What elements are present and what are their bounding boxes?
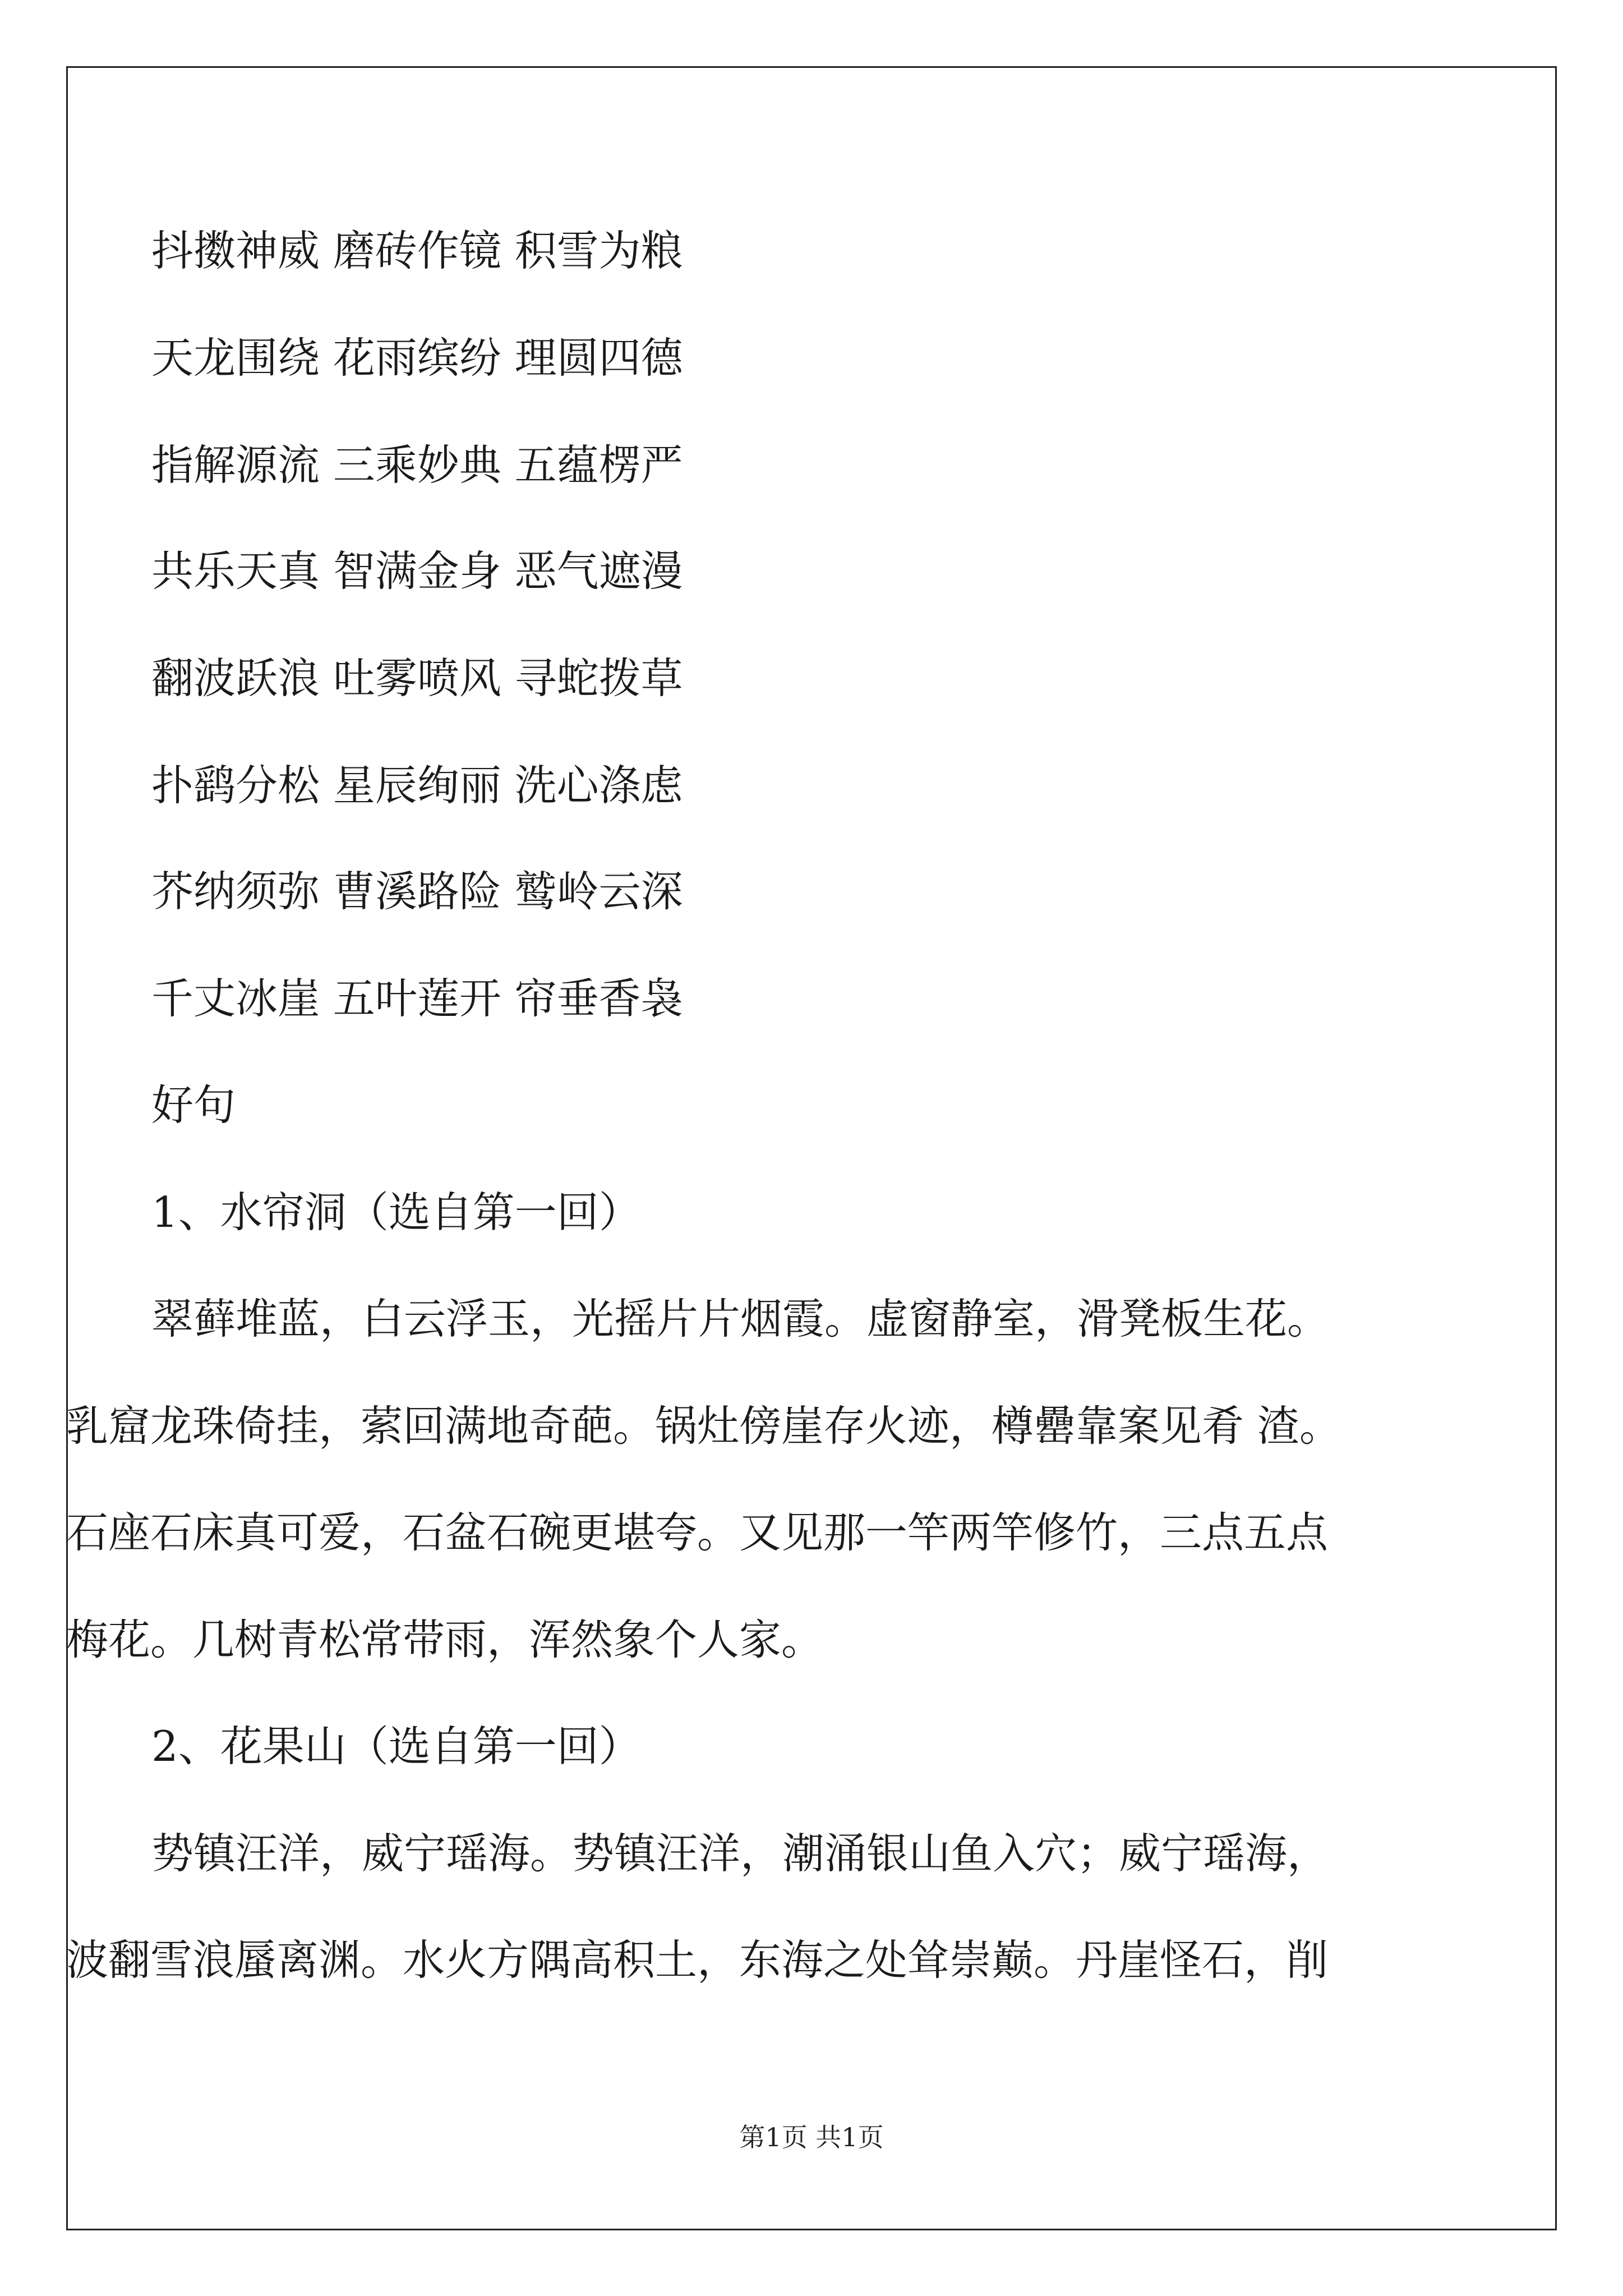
phrase-line-7: 芥纳须弥 曹溪路险 鹫岭云深 — [151, 867, 683, 916]
item1-line-3: 石座石床真可爱，石盆石碗更堪夸。又见那一竿两竿修竹，三点五点 — [66, 1508, 1329, 1557]
phrase-line-5: 翻波跃浪 吐雾喷风 寻蛇拨草 — [151, 654, 683, 703]
item2-heading: 2、花果山（选自第一回） — [151, 1722, 641, 1771]
item1-line-4: 梅花。几树青松常带雨，浑然象个人家。 — [66, 1615, 824, 1664]
item2-line-2: 波翻雪浪蜃离渊。水火方隅高积土，东海之处耸崇巅。丹崖怪石，削 — [66, 1935, 1329, 1985]
phrase-line-8: 千丈冰崖 五叶莲开 帘垂香袅 — [151, 974, 683, 1023]
phrase-line-3: 指解源流 三乘妙典 五蕴楞严 — [151, 440, 683, 490]
item2-line-1: 势镇汪洋，威宁瑶海。势镇汪洋，潮涌银山鱼入穴；威宁瑶海， — [151, 1829, 1330, 1878]
item1-line-2: 乳窟龙珠倚挂，萦回满地奇葩。锅灶傍崖存火迹，樽罍靠案见肴 渣。 — [66, 1401, 1341, 1451]
item1-heading: 1、水帘洞（选自第一回） — [151, 1188, 641, 1237]
phrase-line-6: 扑鹞分松 星辰绚丽 洗心涤虑 — [151, 761, 683, 810]
item1-line-1: 翠藓堆蓝，白云浮玉，光摇片片烟霞。虚窗静室，滑凳板生花。 — [151, 1294, 1330, 1343]
page-border — [66, 66, 1557, 2230]
phrase-line-2: 天龙围绕 花雨缤纷 理圆四德 — [151, 333, 683, 383]
section-heading: 好句 — [151, 1080, 236, 1130]
phrase-line-1: 抖擞神威 磨砖作镜 积雪为粮 — [151, 226, 683, 275]
phrase-line-4: 共乐天真 智满金身 恶气遮漫 — [151, 546, 683, 596]
page-footer: 第1页 共1页 — [739, 2122, 884, 2152]
